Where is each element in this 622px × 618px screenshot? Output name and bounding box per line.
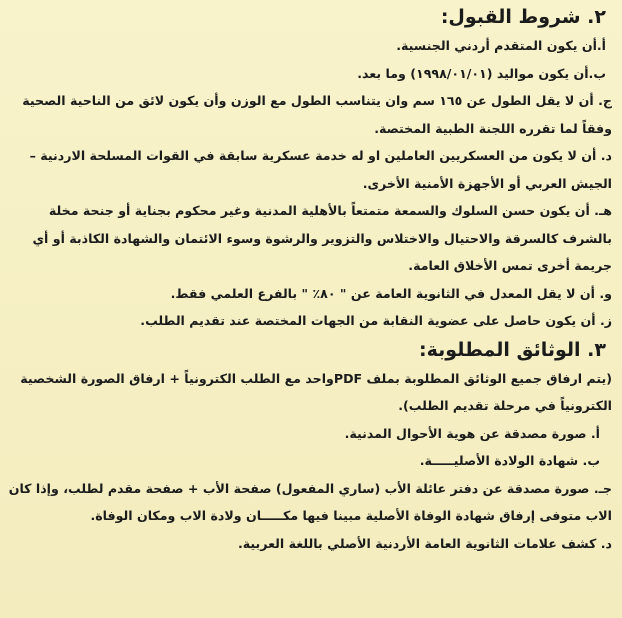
condition-a: أ.أن يكون المتقدم أردني الجنسية. — [396, 38, 606, 53]
condition-d-line-2: الجيش العربي أو الأجهزة الأمنية الأخرى. — [362, 175, 612, 191]
document-c-line-1: جـ. صورة مصدقة عن دفتر عائلة الأب (ساري المفعول) صفحة الأب + صفحة مقدم لطلب، وإذا كان — [8, 480, 612, 496]
section-2-title: ٢. شروط القبول: — [440, 6, 606, 28]
condition-h-line-1: هـ. أن يكون حسن السلوك والسمعة متمتعاً بالأهلية المدنية وغير محكوم بجناية أو جنحة مخلة — [48, 203, 612, 218]
condition-w: و. أن لا يقل المعدل في الثانوية العامة عن " ٨٠٪ " بالفرع العلمي فقط. — [170, 285, 612, 301]
condition-h-line-2: بالشرف كالسرقة والاحتيال والاختلاس والتزوير والرشوة وسوء الائتمان والشهادة الكاذبة أو أي — [32, 230, 612, 246]
condition-z: ز. أن يكون حاصل على عضوية النقابة من الجهات المختصة عند تقديم الطلب. — [140, 313, 612, 328]
document-b: ب. شهادة الولادة الأصليـــــة. — [419, 453, 600, 468]
condition-c-line-2: وفقاً لما تقرره اللجنة الطبية المختصة. — [374, 120, 612, 136]
condition-b: ب.أن يكون مواليد (١٩٩٨/٠١/٠١) وما بعد. — [357, 65, 606, 81]
document-c-line-2: الاب متوفى إرفاق شهادة الوفاة الأصلية مبينا فيها مكـــــان ولادة الاب ومكان الوفاة. — [90, 508, 612, 523]
condition-c-line-1: ج. أن لا يقل الطول عن ١٦٥ سم وان يتناسب الطول مع الوزن وأن يكون لائق من الناحية الصحية — [22, 93, 612, 108]
condition-h-line-3: جريمة أخرى تمس الأخلاق العامة. — [408, 258, 612, 273]
documents-note-line-2: الكترونياً في مرحلة تقديم الطلب). — [398, 398, 612, 413]
section-3-title: ٣. الوثائق المطلوبة: — [419, 338, 606, 361]
document-a: أ. صورة مصدقة عن هوية الأحوال المدنية. — [344, 425, 600, 441]
condition-d-line-1: د. أن لا يكون من العسكريين العاملين او له خدمة عسكرية سابقة في القوات المسلحة الاردنية – — [29, 148, 612, 163]
documents-note-line-1: (يتم ارفاق جميع الوثائق المطلوبة بملف PDFواحد مع الطلب الكترونياً + ارفاق الصورة الشخصية — [20, 370, 612, 386]
document-d: د. كشف علامات الثانوية العامة الأردنية الأصلي باللغة العربية. — [237, 535, 612, 551]
